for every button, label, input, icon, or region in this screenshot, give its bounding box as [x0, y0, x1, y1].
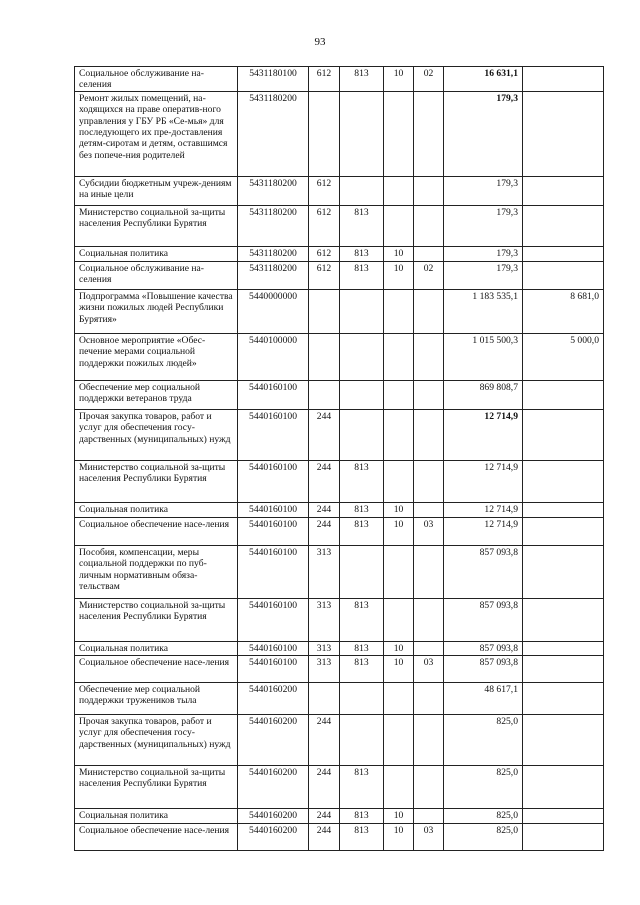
row-gr-cell — [340, 289, 384, 333]
row-code-cell: 5440160200 — [238, 682, 309, 714]
row-vr-cell — [309, 380, 340, 409]
row-vr-cell: 612 — [309, 246, 340, 261]
row-vr-cell: 313 — [309, 545, 340, 598]
table-row — [75, 765, 604, 808]
table-row — [75, 205, 604, 246]
table-row — [75, 517, 604, 545]
row-pr-cell: 03 — [414, 655, 444, 682]
row-pr-cell — [414, 598, 444, 641]
row-gr-cell: 813 — [340, 502, 384, 517]
row-name-cell: Социальное обеспечение насе-ления — [75, 517, 238, 545]
row-name-cell: Социальное обслуживание на-селения — [75, 261, 238, 289]
row-vr-cell: 313 — [309, 655, 340, 682]
row-rz-cell — [384, 205, 414, 246]
row-sum-cell: 1 183 535,1 — [444, 289, 523, 333]
row-sum-cell: 179,3 — [444, 205, 523, 246]
row-sum-cell: 12 714,9 — [444, 517, 523, 545]
row-sum-cell: 825,0 — [444, 714, 523, 765]
row-sum-cell: 12 714,9 — [444, 502, 523, 517]
row-pr-cell: 03 — [414, 823, 444, 850]
row-extra-cell — [523, 682, 604, 714]
row-sum-cell: 857 093,8 — [444, 545, 523, 598]
row-rz-cell: 10 — [384, 246, 414, 261]
row-extra-cell — [523, 765, 604, 808]
row-extra-cell — [523, 641, 604, 655]
row-vr-cell: 244 — [309, 517, 340, 545]
row-pr-cell — [414, 682, 444, 714]
row-name-cell: Министерство социальной за-щиты населения Республики Бурятия — [75, 460, 238, 502]
row-extra-cell — [523, 205, 604, 246]
row-gr-cell: 813 — [340, 517, 384, 545]
row-vr-cell: 244 — [309, 502, 340, 517]
row-rz-cell: 10 — [384, 641, 414, 655]
row-extra-cell — [523, 655, 604, 682]
row-code-cell: 5440160100 — [238, 545, 309, 598]
row-vr-cell: 612 — [309, 261, 340, 289]
row-sum-cell: 857 093,8 — [444, 598, 523, 641]
row-code-cell: 5431180100 — [238, 67, 309, 92]
row-vr-cell: 612 — [309, 67, 340, 92]
table-row — [75, 67, 604, 92]
table-row — [75, 545, 604, 598]
row-gr-cell: 813 — [340, 67, 384, 92]
row-extra-cell — [523, 714, 604, 765]
row-vr-cell: 244 — [309, 823, 340, 850]
row-extra-cell — [523, 91, 604, 176]
row-pr-cell — [414, 409, 444, 460]
row-sum-cell: 48 617,1 — [444, 682, 523, 714]
row-pr-cell — [414, 545, 444, 598]
row-gr-cell: 813 — [340, 460, 384, 502]
table-row — [75, 333, 604, 380]
row-pr-cell — [414, 502, 444, 517]
row-rz-cell — [384, 176, 414, 205]
row-rz-cell: 10 — [384, 261, 414, 289]
row-pr-cell: 02 — [414, 67, 444, 92]
row-name-cell: Субсидии бюджетным учреж-дениям на иные цели — [75, 176, 238, 205]
row-name-cell: Прочая закупка товаров, работ и услуг для обеспечения госу-дарственных (муниципальных) нужд — [75, 409, 238, 460]
row-rz-cell — [384, 714, 414, 765]
row-extra-cell — [523, 808, 604, 823]
row-pr-cell — [414, 289, 444, 333]
row-extra-cell — [523, 261, 604, 289]
table-row — [75, 289, 604, 333]
row-name-cell: Прочая закупка товаров, работ и услуг для обеспечения госу-дарственных (муниципальных) нужд — [75, 714, 238, 765]
row-name-cell: Социальная политика — [75, 246, 238, 261]
table-row — [75, 714, 604, 765]
row-extra-cell — [523, 67, 604, 92]
row-rz-cell — [384, 289, 414, 333]
row-rz-cell: 10 — [384, 808, 414, 823]
row-code-cell: 5440160100 — [238, 517, 309, 545]
row-sum-cell: 12 714,9 — [444, 460, 523, 502]
row-name-cell: Министерство социальной за-щиты населения Республики Бурятия — [75, 598, 238, 641]
table-row — [75, 91, 604, 176]
row-name-cell: Подпрограмма «Повышение качества жизни пожилых людей Республики Бурятия» — [75, 289, 238, 333]
row-pr-cell — [414, 333, 444, 380]
row-extra-cell — [523, 517, 604, 545]
row-sum-cell: 825,0 — [444, 808, 523, 823]
row-rz-cell: 10 — [384, 823, 414, 850]
row-name-cell: Министерство социальной за-щиты населения Республики Бурятия — [75, 765, 238, 808]
table-row — [75, 261, 604, 289]
row-code-cell: 5431180200 — [238, 91, 309, 176]
row-vr-cell: 612 — [309, 176, 340, 205]
row-vr-cell: 244 — [309, 765, 340, 808]
row-gr-cell: 813 — [340, 246, 384, 261]
row-code-cell: 5440160200 — [238, 714, 309, 765]
row-vr-cell: 244 — [309, 460, 340, 502]
row-sum-cell: 825,0 — [444, 765, 523, 808]
table-row — [75, 808, 604, 823]
row-sum-cell: 12 714,9 — [444, 409, 523, 460]
row-extra-cell — [523, 246, 604, 261]
row-code-cell: 5440160100 — [238, 655, 309, 682]
table-row — [75, 409, 604, 460]
table-row — [75, 641, 604, 655]
row-gr-cell: 813 — [340, 641, 384, 655]
row-rz-cell — [384, 765, 414, 808]
row-extra-cell — [523, 176, 604, 205]
row-code-cell: 5440160100 — [238, 502, 309, 517]
row-name-cell: Социальное обслуживание на-селения — [75, 67, 238, 92]
table-row — [75, 655, 604, 682]
row-extra-cell — [523, 598, 604, 641]
row-pr-cell — [414, 205, 444, 246]
row-extra-cell — [523, 545, 604, 598]
row-sum-cell: 825,0 — [444, 823, 523, 850]
row-sum-cell: 179,3 — [444, 261, 523, 289]
row-code-cell: 5431180200 — [238, 176, 309, 205]
row-rz-cell — [384, 91, 414, 176]
row-code-cell: 5440160100 — [238, 598, 309, 641]
table-row — [75, 176, 604, 205]
row-vr-cell: 313 — [309, 598, 340, 641]
row-pr-cell — [414, 808, 444, 823]
row-extra-cell — [523, 409, 604, 460]
row-gr-cell: 813 — [340, 823, 384, 850]
row-code-cell: 5440160200 — [238, 765, 309, 808]
row-extra-cell — [523, 380, 604, 409]
row-gr-cell — [340, 333, 384, 380]
table-row — [75, 380, 604, 409]
row-name-cell: Ремонт жилых помещений, на-ходящихся на праве оператив-ного управления у ГБУ РБ «Се-мья» для последующего их пре-доставления детям-сиротам и детям, оставшимся без попече-ния родителей — [75, 91, 238, 176]
row-code-cell: 5440160100 — [238, 460, 309, 502]
row-vr-cell — [309, 91, 340, 176]
row-rz-cell — [384, 333, 414, 380]
row-rz-cell — [384, 460, 414, 502]
row-rz-cell: 10 — [384, 517, 414, 545]
row-gr-cell — [340, 380, 384, 409]
table-row — [75, 682, 604, 714]
row-code-cell: 5440160100 — [238, 409, 309, 460]
table-row — [75, 823, 604, 850]
row-code-cell: 5440100000 — [238, 333, 309, 380]
row-pr-cell — [414, 246, 444, 261]
row-pr-cell: 03 — [414, 517, 444, 545]
row-vr-cell — [309, 289, 340, 333]
row-extra-cell — [523, 823, 604, 850]
row-gr-cell: 813 — [340, 598, 384, 641]
row-rz-cell — [384, 409, 414, 460]
row-extra-cell: 5 000,0 — [523, 333, 604, 380]
row-name-cell: Пособия, компенсации, меры социальной поддержки по пуб-личным нормативным обяза-тельствам — [75, 545, 238, 598]
row-sum-cell: 179,3 — [444, 91, 523, 176]
row-sum-cell: 857 093,8 — [444, 641, 523, 655]
row-extra-cell — [523, 502, 604, 517]
row-pr-cell — [414, 91, 444, 176]
row-name-cell: Основное мероприятие «Обес-печение мерами социальной поддержки пожилых людей» — [75, 333, 238, 380]
row-rz-cell: 10 — [384, 67, 414, 92]
row-sum-cell: 179,3 — [444, 176, 523, 205]
row-name-cell: Социальная политика — [75, 641, 238, 655]
row-gr-cell: 813 — [340, 205, 384, 246]
row-name-cell: Министерство социальной за-щиты населения Республики Бурятия — [75, 205, 238, 246]
row-rz-cell: 10 — [384, 655, 414, 682]
row-pr-cell: 02 — [414, 261, 444, 289]
row-sum-cell: 179,3 — [444, 246, 523, 261]
row-name-cell: Социальная политика — [75, 502, 238, 517]
row-vr-cell: 244 — [309, 808, 340, 823]
row-code-cell: 5431180200 — [238, 205, 309, 246]
row-vr-cell: 313 — [309, 641, 340, 655]
row-gr-cell — [340, 91, 384, 176]
row-code-cell: 5431180200 — [238, 261, 309, 289]
row-name-cell: Социальное обеспечение насе-ления — [75, 823, 238, 850]
row-gr-cell: 813 — [340, 765, 384, 808]
row-name-cell: Обеспечение мер социальной поддержки ветеранов труда — [75, 380, 238, 409]
row-sum-cell: 16 631,1 — [444, 67, 523, 92]
row-vr-cell: 244 — [309, 409, 340, 460]
row-vr-cell: 612 — [309, 205, 340, 246]
row-sum-cell: 869 808,7 — [444, 380, 523, 409]
row-gr-cell: 813 — [340, 808, 384, 823]
row-rz-cell — [384, 545, 414, 598]
row-pr-cell — [414, 714, 444, 765]
row-gr-cell — [340, 682, 384, 714]
table-row — [75, 502, 604, 517]
row-vr-cell: 244 — [309, 714, 340, 765]
table-row — [75, 246, 604, 261]
row-gr-cell — [340, 714, 384, 765]
row-code-cell: 5440000000 — [238, 289, 309, 333]
row-vr-cell — [309, 333, 340, 380]
row-extra-cell — [523, 460, 604, 502]
row-rz-cell — [384, 598, 414, 641]
row-rz-cell — [384, 380, 414, 409]
row-pr-cell — [414, 176, 444, 205]
row-rz-cell — [384, 682, 414, 714]
row-gr-cell — [340, 545, 384, 598]
row-name-cell: Социальная политика — [75, 808, 238, 823]
row-pr-cell — [414, 765, 444, 808]
row-code-cell: 5440160100 — [238, 380, 309, 409]
row-code-cell: 5440160200 — [238, 823, 309, 850]
row-gr-cell — [340, 176, 384, 205]
table-row — [75, 598, 604, 641]
row-pr-cell — [414, 380, 444, 409]
row-code-cell: 5431180200 — [238, 246, 309, 261]
row-rz-cell: 10 — [384, 502, 414, 517]
row-code-cell: 5440160200 — [238, 808, 309, 823]
row-gr-cell — [340, 409, 384, 460]
row-code-cell: 5440160100 — [238, 641, 309, 655]
row-pr-cell — [414, 641, 444, 655]
table-row — [75, 460, 604, 502]
row-sum-cell: 1 015 500,3 — [444, 333, 523, 380]
row-sum-cell: 857 093,8 — [444, 655, 523, 682]
row-gr-cell: 813 — [340, 655, 384, 682]
page-number: 93 — [314, 36, 326, 48]
row-pr-cell — [414, 460, 444, 502]
row-gr-cell: 813 — [340, 261, 384, 289]
row-vr-cell — [309, 682, 340, 714]
budget-table — [74, 66, 604, 851]
row-name-cell: Обеспечение мер социальной поддержки тружеников тыла — [75, 682, 238, 714]
row-extra-cell: 8 681,0 — [523, 289, 604, 333]
row-name-cell: Социальное обеспечение насе-ления — [75, 655, 238, 682]
